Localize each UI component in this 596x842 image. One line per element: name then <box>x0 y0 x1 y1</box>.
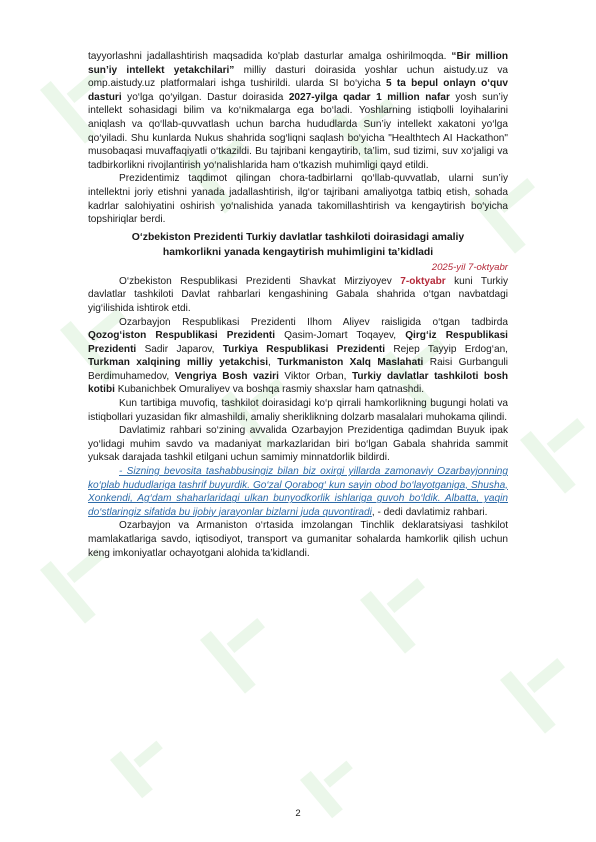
paragraph-7 <box>88 465 508 519</box>
title-bold: Turkiy davlatlar tashkiloti bosh kotibi <box>88 370 509 396</box>
course-count: 5 ta bepul onlayn o‘quv dasturi <box>88 78 509 103</box>
text-run: Rejep Tayyip Erdog‘an, <box>385 343 508 355</box>
text-run: , - dedi davlatimiz rahbari. <box>371 506 488 518</box>
text-run: Kubanichbek Omuraliyev va boshqa rasmiy shaxslar ham qatnashdi. <box>114 384 425 396</box>
title-bold: Turkman xalqining milliy yetakchisi <box>88 357 269 369</box>
text-run: kuni Turkiy davlatlar tashkiloti Davlat rahbarlari kengashining Gabala shahrida o‘tgan navbatdagi yig‘ilishida ishtirok etdi. <box>88 275 509 314</box>
paragraph-5: Kun tartibiga muvofiq, tashkilot doirasidagi ko‘p qirrali hamkorlikning bugungi holati va istiqbollari yuzasidan fikr almashildi, amaliy sheriklikning dolzarb masalalari muhokama qilindi. <box>88 398 508 423</box>
text-run: yo‘lga qo‘yilgan. Dastur doirasida <box>121 91 289 103</box>
president-quote: - Sizning bevosita tashabbusingiz bilan biz oxirgi yillarda zamonaviy Ozarbayjonning ko‘plab hududlariga tashrif buyurdik. Go‘zal Qorabog‘ kun sayin obod bo‘layotganiga, Shusha, Xonkendi, Ag‘dam shaharlaridagi ulkan bunyodkorlik ishlariga guvoh bo‘ldik. Albatta, yaqin do‘stlaringiz sifatida bu ijobiy jarayonlar bizlarni juda quvontiradi <box>88 466 508 518</box>
text-run: Qasim-Jomart Toqayev, <box>275 330 406 342</box>
program-name: “Bir million sun’iy intellekt yetakchilari” <box>88 51 508 76</box>
target-figure: 2027-yilga qadar 1 million nafar <box>288 91 450 103</box>
text-run: Ozarbayjon Respublikasi Prezidenti Ilhom Aliyev raisligida o‘tgan tadbirda <box>119 316 508 328</box>
paragraph-8: Ozarbayjon va Armaniston o‘rtasida imzolangan Tinchlik deklaratsiyasi tashkilot mamlakatlariga savdo, iqtisodiyot, transport va gumanitar sohalarda hamkorlik qilish uchun keng imkoniyatlar ochayotgani alohida ta’kidlandi. <box>88 520 508 559</box>
paragraph-2: Prezidentimiz taqdimot qilingan chora-tadbirlarni qo‘llab-quvvatlab, ularni sun’iy intellektni joriy etishni yanada jadallashtirish, ilg‘or tajribani amaliyotga tatbiq etish, sohada kadrlar salohiyatini oshirish yo‘nalishida yanada takomillashtirish va kengaytirish bo‘yicha topshiriqlar berdi. <box>88 173 508 226</box>
title-bold: Vengriya Bosh vaziri <box>174 370 279 382</box>
text-run: , <box>268 357 278 369</box>
paragraph-4 <box>88 316 508 398</box>
title-bold: Qozog‘iston Respublikasi Prezidenti <box>88 330 276 342</box>
document-page <box>88 50 508 560</box>
title-bold: Turkiya Respublikasi Prezidenti <box>222 343 386 355</box>
paragraph-3 <box>88 275 508 316</box>
article-title: O‘zbekiston Prezidenti Turkiy davlatlar tashkiloti doirasidagi amaliy hamkorlikni yanada kengaytirish muhimligini ta’kidladi <box>131 231 465 258</box>
text-run: Viktor Orban, <box>278 370 352 382</box>
text-run: Raisi Gurbanguli Berdimuhamedov, <box>88 357 509 382</box>
text-run: O‘zbekiston Respublikasi Prezidenti Shavkat Mirziyoyev <box>119 275 401 287</box>
article-date: 2025-yil 7-oktyabr <box>431 261 508 273</box>
page-number: 2 <box>295 808 301 819</box>
paragraph-1 <box>88 50 508 172</box>
text-run: tayyorlashni jadallashtirish maqsadida ko'plab dasturlar amalga oshirilmoqda. <box>88 51 452 62</box>
text-run: Sadir Japarov, <box>136 343 223 355</box>
text-run: milliy dasturi doirasida yoshlar uchun aistudy.uz va omp.aistudy.uz platformalari ishga tushirildi. ularda SI bo‘yicha <box>88 64 508 90</box>
paragraph-6: Davlatimiz rahbari so‘zining avvalida Ozarbayjon Prezidentiga qadimdan Buyuk ipak yo‘lidagi muhim savdo va madaniyat markazlaridan biri bo‘lgan Gabala shahrida sammit yuksak darajada tashkil etilgani uchun samimiy minnatdorlik bildirdi. <box>88 425 508 464</box>
title-bold: Qirg‘iz Respublikasi Prezidenti <box>88 330 508 355</box>
text-run: yosh sun’iy intellekt sohasidagi bilim va ko‘nikmalarga ega bo‘ladi. Yoshlarning istiqbolli loyihalarini aniqlash va qo‘llab-quvvatlash uchun barcha hududlarda Sun’iy intellekt xakatoni yo‘lga qo‘yiladi. Shu kunlarda Nukus shahrida sog‘liqni saqlash bo‘yicha "Healthtech AI Hackathon" musobaqasi muvaffaqiyatli o‘tkazildi. Bu tajribani kengaytirib, ta’lim, sud tizimi, suv xo‘jaligi va tadbirkorlikni rivojlantirish yo‘nalishlarida ham o‘tkazish muhimligi qayd etildi. <box>88 91 508 171</box>
title-bold: Turkmaniston Xalq Maslahati <box>277 357 424 369</box>
inline-date: 7-oktyabr <box>400 275 446 287</box>
